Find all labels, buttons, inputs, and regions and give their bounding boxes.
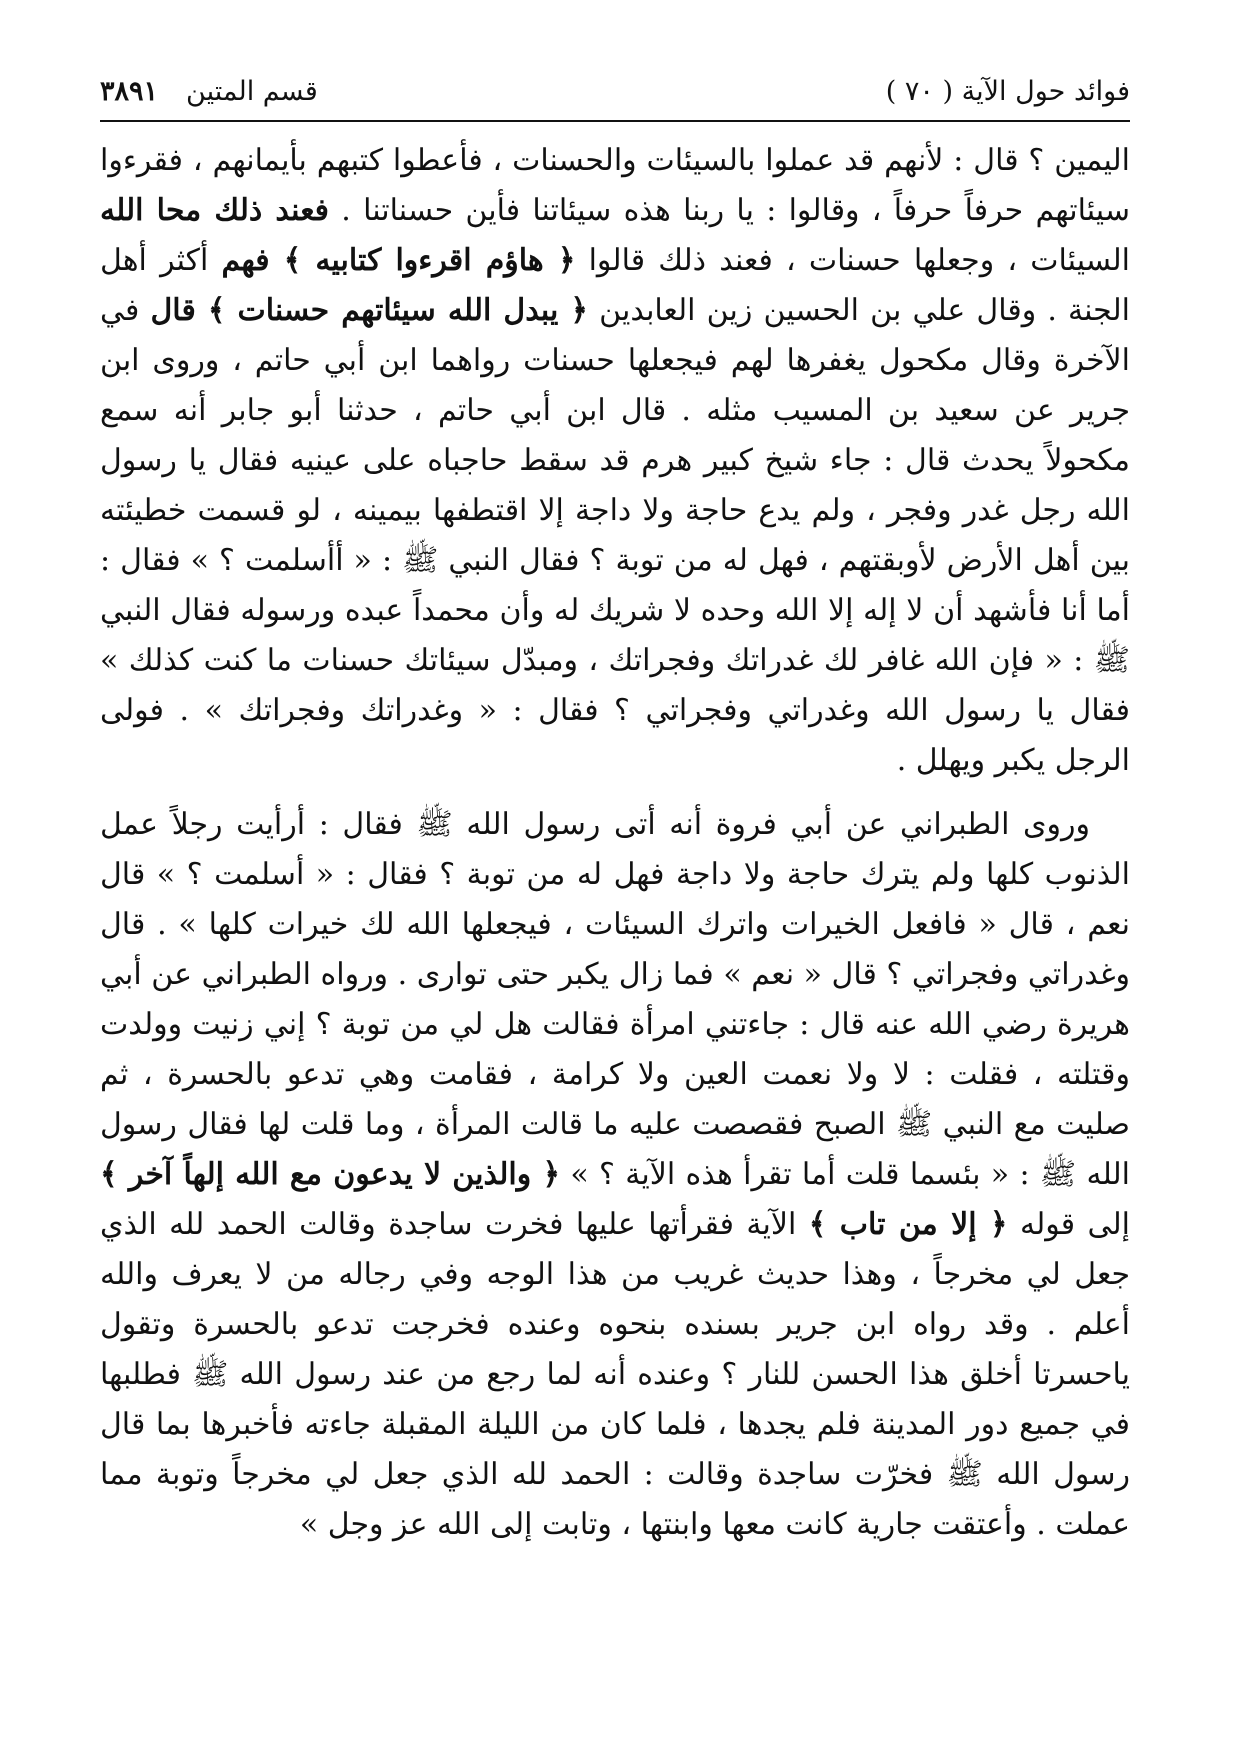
quran-quote: ﴿ إلا من تاب ﴾ bbox=[808, 1207, 1008, 1242]
bold-text-segment: فعند ذلك محا الله bbox=[100, 193, 330, 228]
header-divider bbox=[100, 120, 1130, 122]
quran-quote: ﴿ هاؤم اقرءوا كتابيه ﴾ فهم bbox=[221, 243, 576, 278]
header-left-group bbox=[100, 70, 318, 114]
text-segment: الآية فقرأتها عليها فخرت ساجدة وقالت الحمد لله الذي جعل لي مخرجاً ، وهذا حديث غريب من هذا الوجه وفي رجاله من لا يعرف والله أعلم . وقد رواه ابن جرير بسنده بنحوه وعنده فخرجت تدعو بالحسرة وتقول ياحسرتا أخلق هذا الحسن للنار ؟ وعنده أنه لما رجع من عند رسول الله ﷺ فطلبها في جميع دور المدينة فلم يجدها ، فلما كان من الليلة المقبلة جاءته فأخبرها بما قال رسول الله ﷺ فخرّت ساجدة وقالت : الحمد لله الذي جعل لي مخرجاً وتوبة مما عملت . وأعتقت جارية كانت معها وابنتها ، وتابت إلى الله عز وجل » bbox=[100, 1207, 1130, 1542]
text-segment: وروى الطبراني عن أبي فروة أنه أتى رسول الله ﷺ فقال : أرأيت رجلاً عمل الذنوب كلها ولم يترك حاجة ولا داجة فهل له من توبة ؟ فقال : « أسلمت ؟ » قال نعم ، قال « فافعل الخيرات واترك السيئات ، فيجعلها الله لك خيرات كلها » . قال وغدراتي وفجراتي ؟ قال « نعم » فما زال يكبر حتى توارى . ورواه الطبراني عن أبي هريرة رضي الله عنه قال : جاءتني امرأة فقالت هل لي من توبة ؟ إني زنيت وولدت وقتلته ، فقلت : لا ولا نعمت العين ولا كرامة ، فقامت وهي تدعو بالحسرة ، ثم صليت مع النبي ﷺ الصبح فقصصت عليه ما قالت المرأة ، وما قلت لها فقال رسول الله ﷺ : « بئسما قلت أما تقرأ هذه الآية ؟ » bbox=[100, 807, 1130, 1192]
section-title: قسم المتين bbox=[186, 76, 318, 107]
text-segment: اليمين ؟ قال : لأنهم قد عملوا بالسيئات والحسنات ، فأعطوا كتبهم بأيمانهم ، فقرءوا سيئاتهم حرفاً حرفاً ، وقالوا : يا ربنا هذه سيئاتنا فأين حسناتنا . bbox=[100, 143, 1130, 228]
text-segment: إلى قوله bbox=[1007, 1207, 1130, 1242]
chapter-title: فوائد حول الآية ( ٧٠ ) bbox=[885, 76, 1130, 107]
paragraph-2 bbox=[100, 800, 1130, 1550]
text-segment: في الآخرة وقال مكحول يغفرها لهم فيجعلها حسنات رواهما ابن أبي حاتم ، وروى ابن جرير عن سعيد بن المسيب مثله . قال ابن أبي حاتم ، حدثنا أبو جابر أنه سمع مكحولاً يحدث قال : جاء شيخ كبير هرم قد سقط حاجباه على عينيه فقال يا رسول الله رجل غدر وفجر ، ولم يدع حاجة ولا داجة إلا اقتطفها بيمينه ، لو قسمت خطيئته بين أهل الأرض لأوبقتهم ، فهل له من توبة ؟ فقال النبي ﷺ : « أأسلمت ؟ » فقال : أما أنا فأشهد أن لا إله إلا الله وحده لا شريك له وأن محمداً عبده ورسوله فقال النبي ﷺ : « فإن الله غافر لك غدراتك وفجراتك ، ومبدّل سيئاتك حسنات ما كنت كذلك » فقال يا رسول الله وغدراتي وفجراتي ؟ فقال : « وغدراتك وفجراتك » . فولى الرجل يكبر ويهلل . bbox=[100, 293, 1130, 778]
text-segment: السيئات ، وجعلها حسنات ، فعند ذلك قالوا bbox=[575, 243, 1131, 278]
quran-quote: ﴿ يبدل الله سيئاتهم حسنات ﴾ قال bbox=[150, 293, 588, 328]
paragraph-1 bbox=[100, 136, 1130, 786]
page-number: ٣٨٩١ bbox=[100, 76, 159, 107]
quran-quote: ﴿ والذين لا يدعون مع الله إلهاً آخر ﴾ bbox=[100, 1157, 561, 1192]
running-header bbox=[100, 70, 1130, 114]
body-text bbox=[100, 136, 1130, 1550]
text-segment: أكثر أهل الجنة . وقال علي بن الحسين زين العابدين bbox=[100, 243, 1130, 328]
book-page bbox=[100, 70, 1130, 1550]
